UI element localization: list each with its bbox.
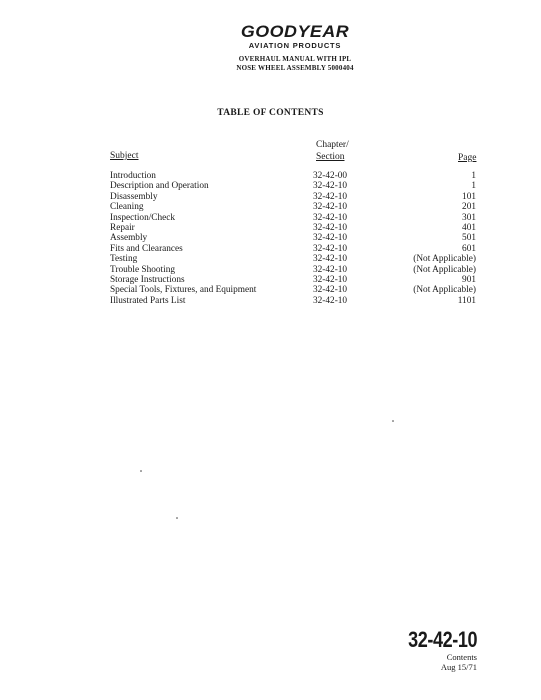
toc-subject: Inspection/Check — [110, 212, 176, 223]
toc-chapter: 32-42-10 — [313, 212, 348, 223]
toc-chapter: 32-42-10 — [313, 202, 348, 213]
toc-row — [110, 233, 476, 243]
toc-page: 501 — [462, 233, 476, 244]
toc-page: (Not Applicable) — [413, 254, 476, 265]
toc-page: (Not Applicable) — [413, 264, 476, 275]
toc-row — [110, 202, 476, 212]
toc-row — [110, 213, 476, 223]
toc-row — [110, 171, 476, 181]
assembly-title: NOSE WHEEL ASSEMBLY 5000404 — [236, 64, 354, 72]
toc-row — [110, 192, 476, 202]
toc-subject: Illustrated Parts List — [110, 295, 186, 306]
toc-subject: Assembly — [110, 233, 148, 244]
toc-page: 601 — [462, 243, 476, 254]
toc-page: 101 — [462, 191, 476, 202]
toc-page: 301 — [462, 212, 476, 223]
footer-label: Contents — [446, 652, 477, 662]
goodyear-logo — [195, 22, 395, 42]
toc-page: 401 — [462, 222, 476, 233]
toc-page: 1 — [471, 171, 476, 181]
toc-page: 201 — [462, 202, 476, 213]
toc-row — [110, 181, 476, 191]
toc-chapter: 32-42-10 — [313, 264, 348, 275]
toc-row — [110, 275, 476, 285]
toc-subject: Cleaning — [110, 202, 144, 213]
page-footer — [393, 628, 477, 672]
toc-chapter: 32-42-10 — [313, 222, 348, 233]
toc-chapter: 32-42-10 — [313, 191, 348, 202]
paper-speck — [140, 470, 142, 472]
brand-name: GOODYEAR — [240, 22, 350, 41]
toc-page: 901 — [462, 274, 476, 285]
paper-speck — [392, 420, 394, 422]
toc-chapter: 32-42-10 — [313, 243, 348, 254]
toc-subject: Trouble Shooting — [110, 264, 176, 275]
paper-speck — [176, 517, 178, 519]
page-column-header: Page — [458, 153, 477, 163]
toc-chapter: 32-42-00 — [313, 171, 348, 181]
chapter-column-header — [316, 139, 349, 163]
toc-row — [110, 285, 476, 295]
toc-subject: Repair — [110, 222, 135, 233]
toc-chapter: 32-42-10 — [313, 274, 348, 285]
toc-rows — [110, 171, 476, 306]
toc-subject: Fits and Clearances — [110, 243, 183, 254]
toc-page: (Not Applicable) — [413, 285, 476, 296]
toc-subject: Special Tools, Fixtures, and Equipment — [110, 285, 257, 296]
toc-row — [110, 265, 476, 275]
document-header — [200, 22, 390, 73]
chapter-number: 32-42-10 — [408, 627, 477, 652]
toc-chapter: 32-42-10 — [313, 233, 348, 244]
toc-subject: Description and Operation — [110, 181, 209, 192]
division-name: AVIATION PRODUCTS — [248, 41, 342, 50]
toc-row — [110, 244, 476, 254]
toc-chapter: 32-42-10 — [313, 181, 348, 192]
toc-subject: Testing — [110, 254, 138, 265]
toc-row — [110, 296, 476, 306]
toc-chapter: 32-42-10 — [313, 285, 348, 296]
toc-page: 1101 — [457, 295, 476, 306]
chapter-header-line2: Section — [316, 152, 345, 162]
toc-title: TABLE OF CONTENTS — [217, 108, 324, 118]
toc-subject: Introduction — [110, 171, 156, 181]
manual-title: OVERHAUL MANUAL WITH IPL — [238, 55, 352, 63]
toc-page: 1 — [471, 181, 476, 192]
chapter-header-line1: Chapter/ — [316, 140, 349, 150]
toc-row — [110, 223, 476, 233]
revision-date: Aug 15/71 — [440, 662, 477, 672]
toc-subject: Storage Instructions — [110, 274, 185, 285]
toc-chapter: 32-42-10 — [313, 295, 348, 306]
toc-subject: Disassembly — [110, 191, 158, 202]
subject-column-header: Subject — [110, 151, 139, 161]
toc-chapter: 32-42-10 — [313, 254, 348, 265]
toc-row — [110, 254, 476, 264]
